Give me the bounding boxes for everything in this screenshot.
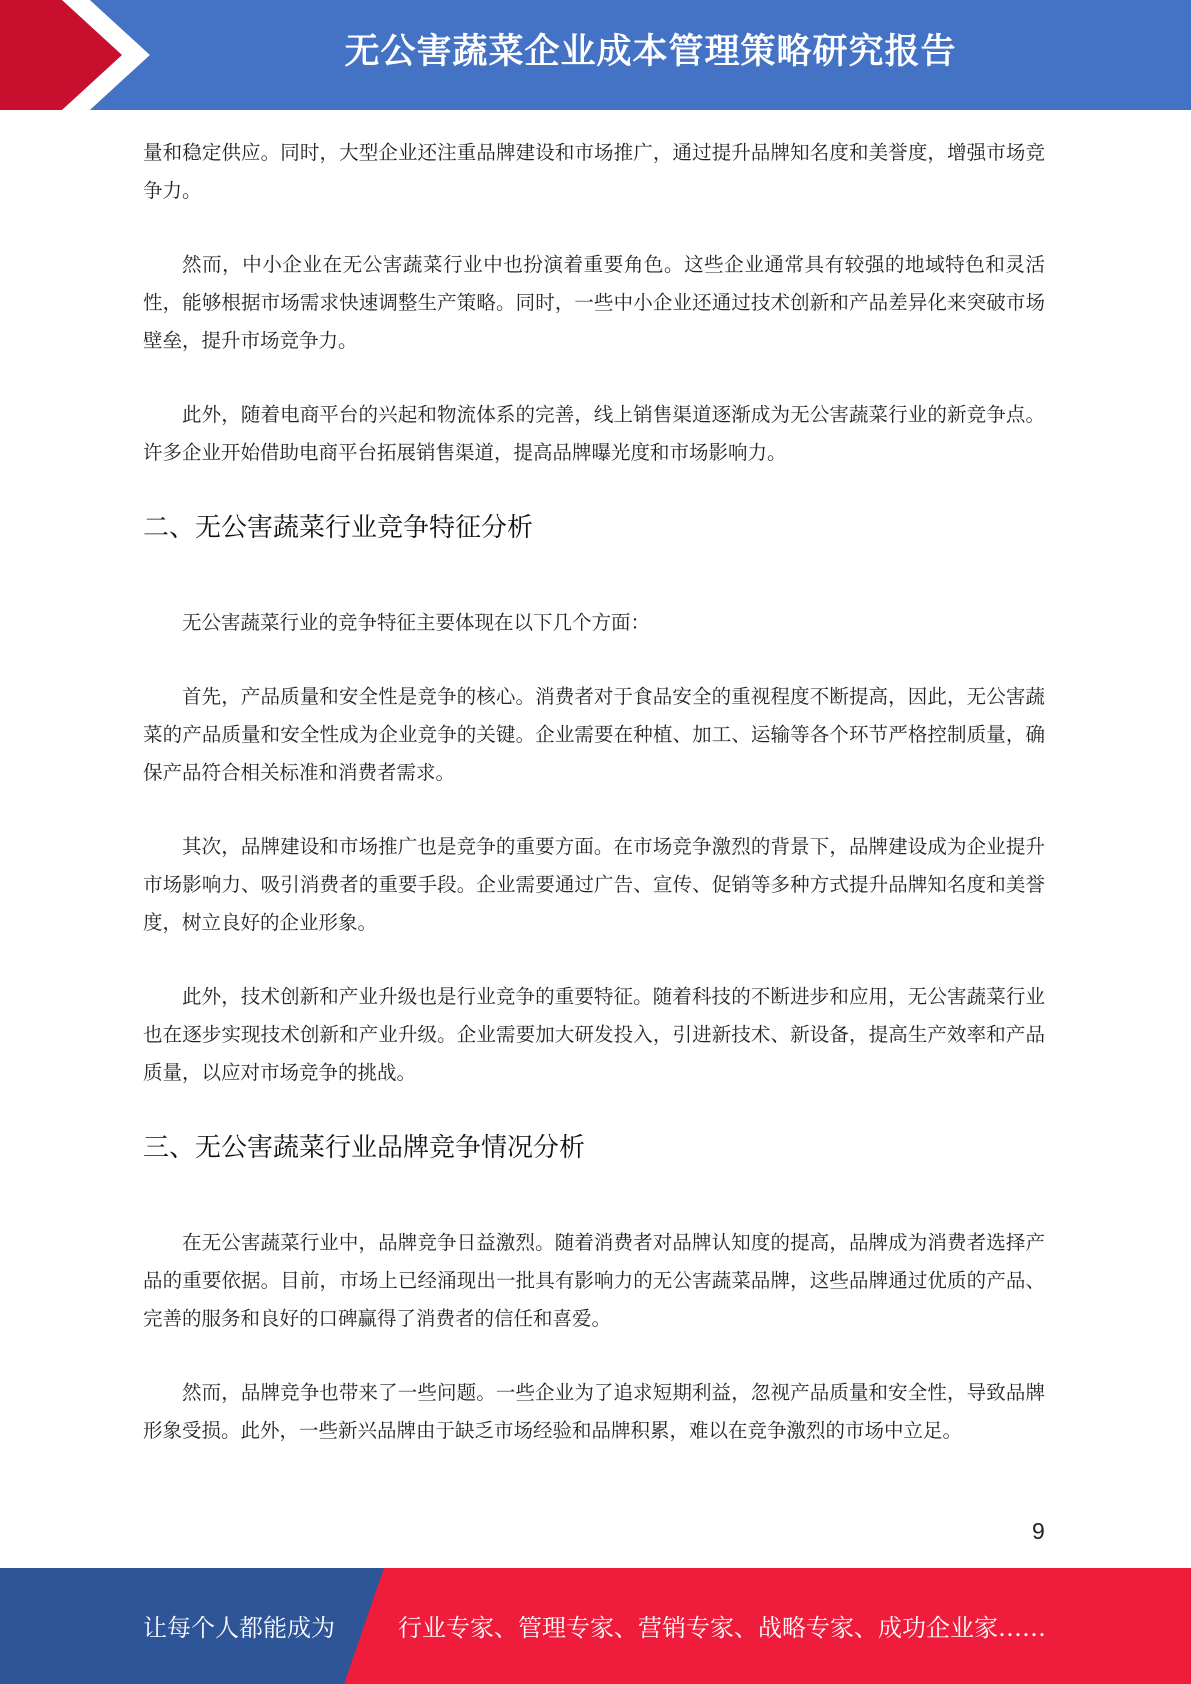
paragraph: 量和稳定供应。同时，大型企业还注重品牌建设和市场推广，通过提升品牌知名度和美誉度，增强市场竞争力。 xyxy=(143,141,1045,202)
page-header xyxy=(0,0,1191,110)
paragraph: 无公害蔬菜行业的竞争特征主要体现在以下几个方面： xyxy=(182,611,651,634)
main-content xyxy=(143,134,1045,1450)
footer-slogan-left: 让每个人都能成为 xyxy=(143,1614,335,1642)
section-heading: 三、无公害蔬菜行业品牌竞争情况分析 xyxy=(143,1133,586,1163)
paragraph: 然而，品牌竞争也带来了一些问题。一些企业为了追求短期利益，忽视产品质量和安全性，导致品牌形象受损。此外，一些新兴品牌由于缺乏市场经验和品牌积累，难以在竞争激烈的市场中立足。 xyxy=(143,1381,1045,1442)
paragraph: 在无公害蔬菜行业中，品牌竞争日益激烈。随着消费者对品牌认知度的提高，品牌成为消费者选择产品的重要依据。目前，市场上已经涌现出一批具有影响力的无公害蔬菜品牌，这些品牌通过优质的产品、完善的服务和良好的口碑赢得了消费者的信任和喜爱。 xyxy=(143,1231,1045,1330)
paragraph: 首先，产品质量和安全性是竞争的核心。消费者对于食品安全的重视程度不断提高，因此，无公害蔬菜的产品质量和安全性成为企业竞争的关键。企业需要在种植、加工、运输等各个环节严格控制质量，确保产品符合相关标准和消费者需求。 xyxy=(143,685,1045,784)
footer-slogan-right: 行业专家、管理专家、营销专家、战略专家、成功企业家…… xyxy=(398,1614,1046,1642)
paragraph: 此外，技术创新和产业升级也是行业竞争的重要特征。随着科技的不断进步和应用，无公害蔬菜行业也在逐步实现技术创新和产业升级。企业需要加大研发投入，引进新技术、新设备，提高生产效率和产品质量，以应对市场竞争的挑战。 xyxy=(143,985,1045,1084)
paragraph: 此外，随着电商平台的兴起和物流体系的完善，线上销售渠道逐渐成为无公害蔬菜行业的新竞争点。许多企业开始借助电商平台拓展销售渠道，提高品牌曝光度和市场影响力。 xyxy=(143,403,1045,464)
document-title: 无公害蔬菜企业成本管理策略研究报告 xyxy=(344,32,957,72)
page-footer xyxy=(0,1568,1191,1684)
paragraph: 然而，中小企业在无公害蔬菜行业中也扮演着重要角色。这些企业通常具有较强的地域特色和灵活性，能够根据市场需求快速调整生产策略。同时，一些中小企业还通过技术创新和产品差异化来突破市场壁垒，提升市场竞争力。 xyxy=(143,253,1045,352)
page-number: 9 xyxy=(1032,1518,1045,1544)
section-heading: 二、无公害蔬菜行业竞争特征分析 xyxy=(143,513,534,543)
paragraph: 其次，品牌建设和市场推广也是竞争的重要方面。在市场竞争激烈的背景下，品牌建设成为企业提升市场影响力、吸引消费者的重要手段。企业需要通过广告、宣传、促销等多种方式提升品牌知名度和美誉度，树立良好的企业形象。 xyxy=(143,835,1045,934)
